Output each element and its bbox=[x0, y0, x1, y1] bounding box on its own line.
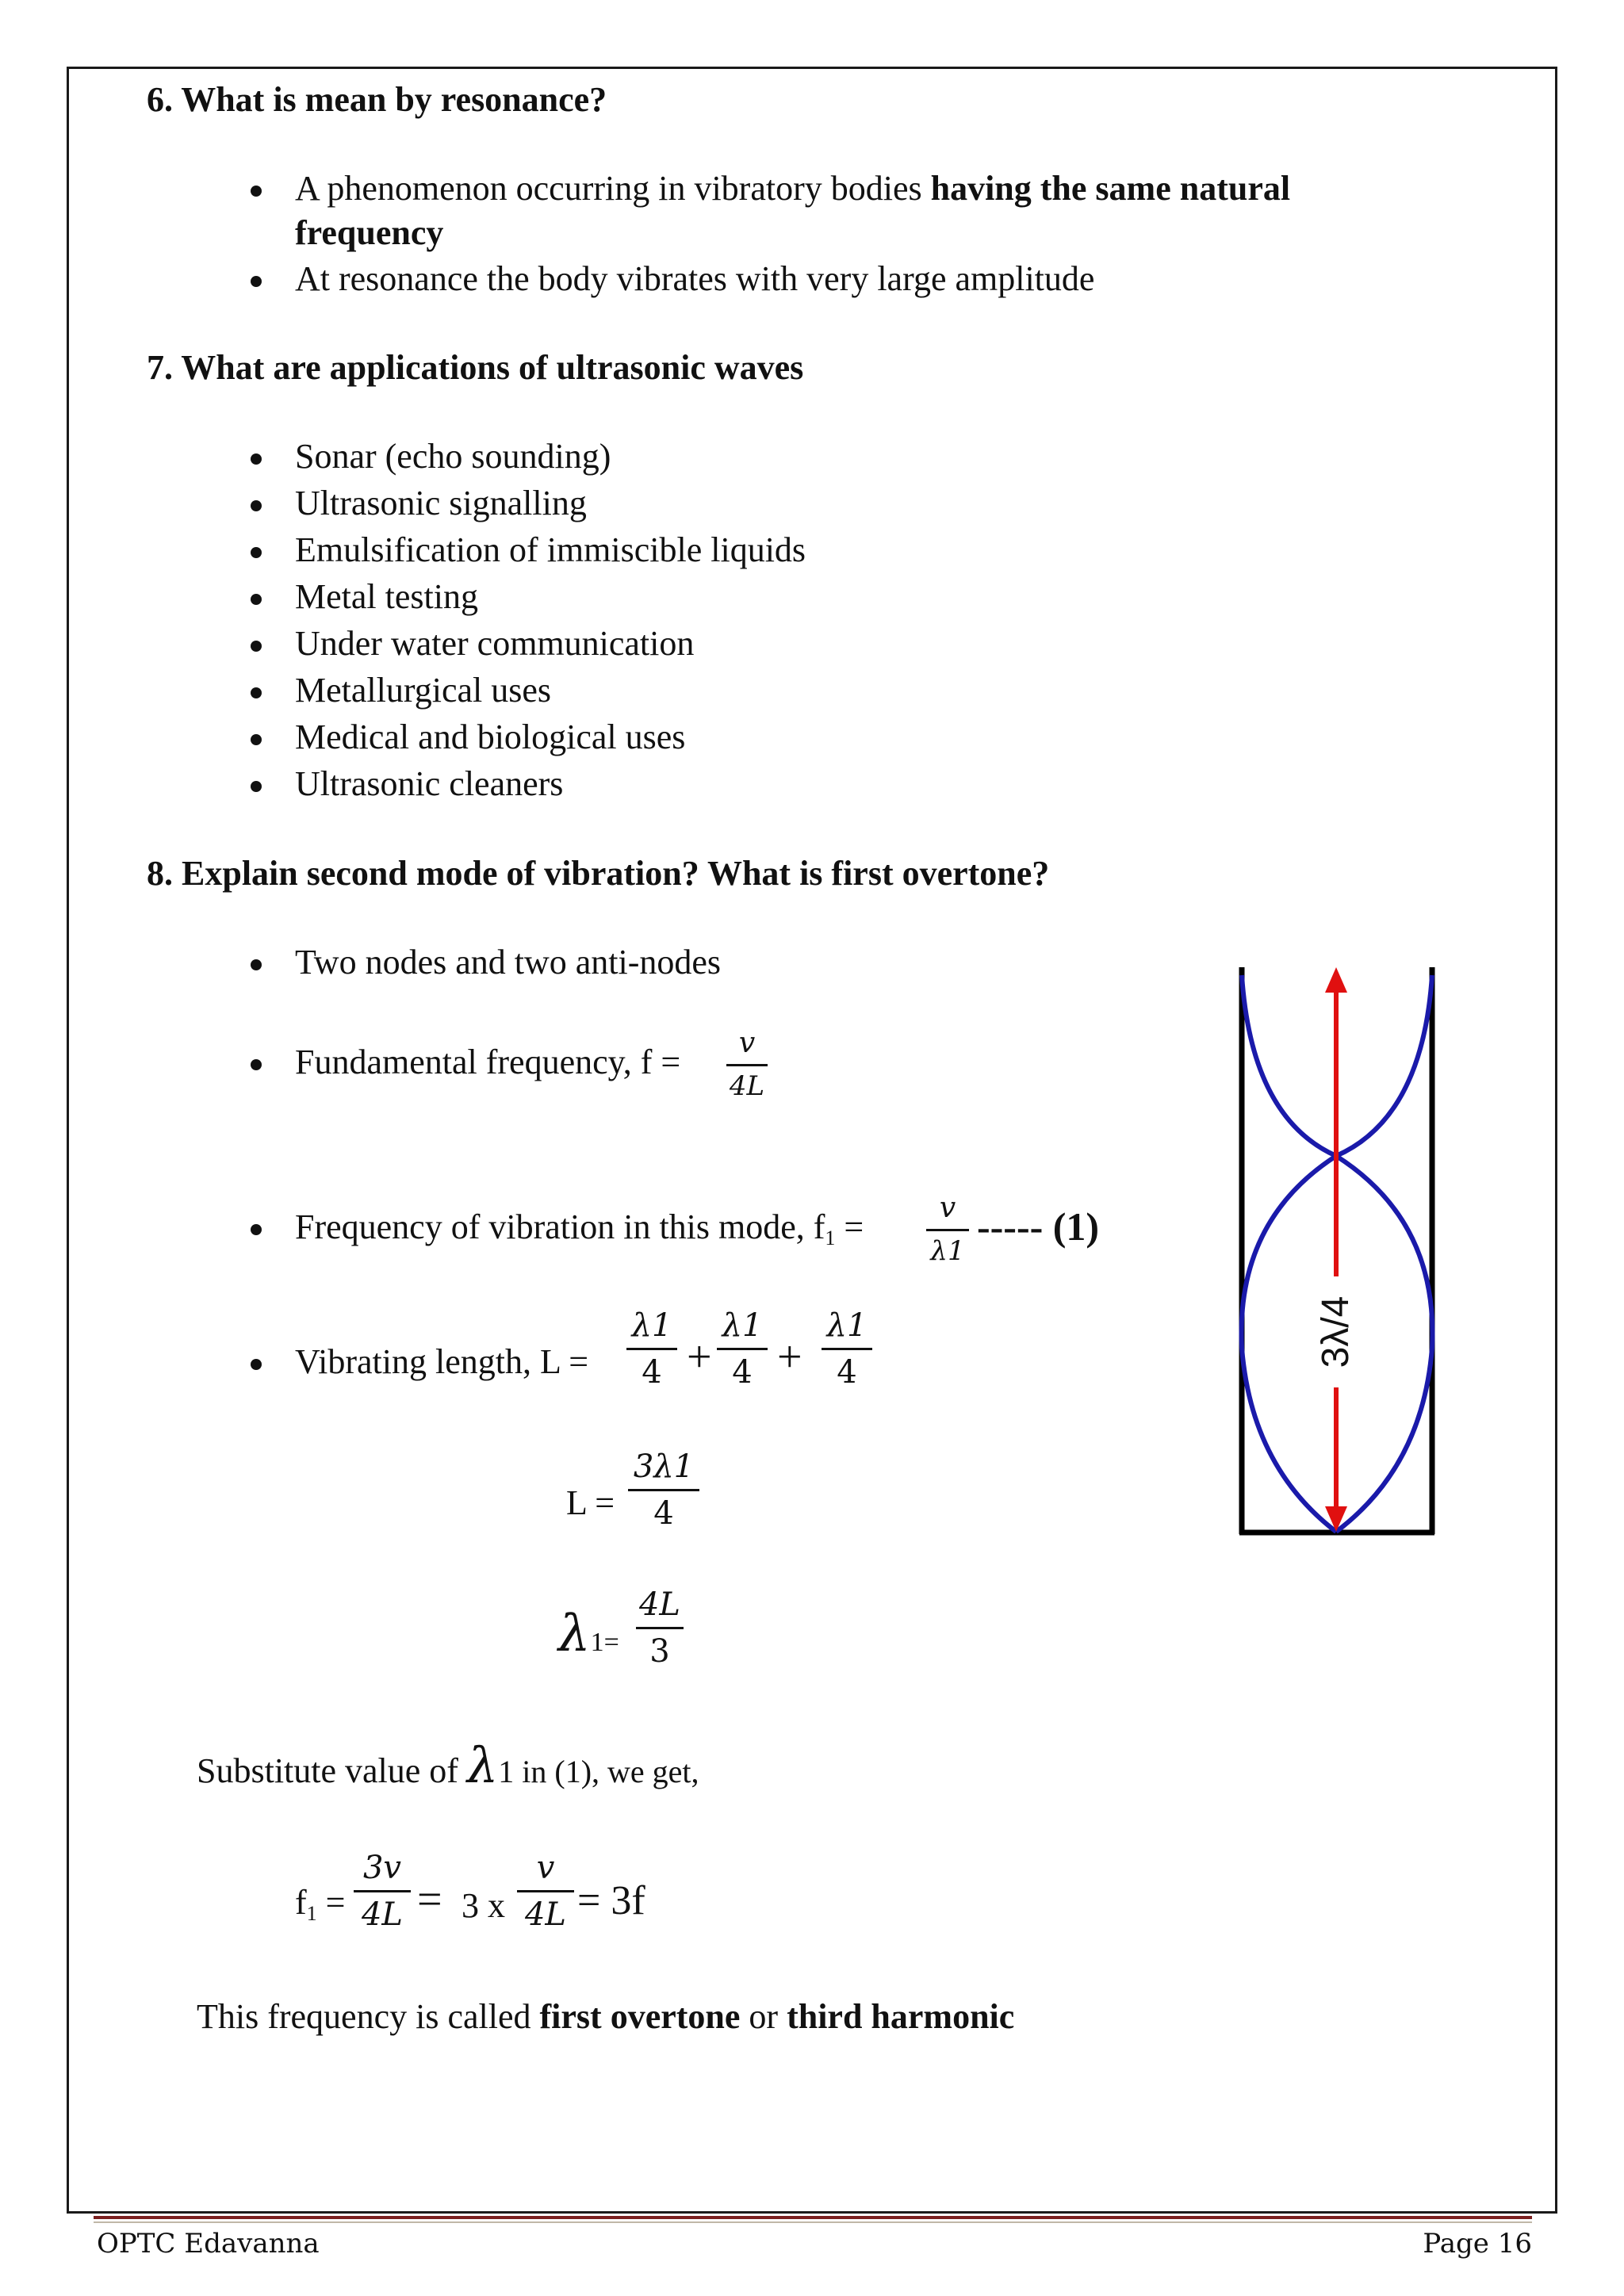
conclusion-line bbox=[197, 1996, 1014, 2037]
bullet-icon bbox=[251, 734, 262, 745]
fraction-3v-over-4L bbox=[354, 1852, 411, 1931]
q7-item: Sonar (echo sounding) bbox=[295, 437, 611, 476]
lambda1-equals bbox=[558, 1605, 619, 1663]
plus-sign: + bbox=[777, 1333, 802, 1382]
fraction-bar bbox=[628, 1489, 699, 1491]
subscript: 1 bbox=[825, 1226, 836, 1249]
fraction-denominator: 3 bbox=[649, 1633, 670, 1670]
wave-segment bbox=[1242, 975, 1336, 1156]
bullet-icon bbox=[251, 1059, 262, 1070]
q6-bullet-2: At resonance the body vibrates with very large amplitude bbox=[295, 259, 1095, 298]
bullet-icon bbox=[251, 687, 262, 698]
f1-equals bbox=[295, 1882, 345, 1926]
q7-item: Emulsification of immiscible liquids bbox=[295, 530, 806, 569]
subscript: 1= bbox=[590, 1628, 619, 1657]
q8-bullet-1: Two nodes and two anti-nodes bbox=[295, 943, 722, 982]
fraction-denominator: 4L bbox=[729, 1070, 765, 1102]
subscript: 1 bbox=[498, 1754, 515, 1789]
L-equals: L = bbox=[566, 1483, 615, 1522]
fraction-numerator: v bbox=[738, 1027, 756, 1059]
fraction-lambda1-over-4 bbox=[822, 1307, 872, 1391]
fraction-v-over-lambda1 bbox=[926, 1194, 969, 1265]
fraction-v-over-4L bbox=[726, 1029, 768, 1100]
bullet-icon bbox=[251, 594, 262, 605]
q8-bullet-2: Fundamental frequency, f = bbox=[295, 1043, 681, 1081]
third-harmonic-term: third harmonic bbox=[787, 1997, 1015, 2036]
q7-item: Ultrasonic cleaners bbox=[295, 764, 564, 803]
lambda-symbol: λ bbox=[558, 1605, 591, 1663]
closed-pipe-diagram bbox=[1228, 959, 1450, 1546]
length-arrow bbox=[1325, 967, 1347, 1532]
fraction-numerator: λ1 bbox=[722, 1307, 763, 1344]
fraction-numerator: 3λ1 bbox=[633, 1448, 695, 1485]
plus-sign: + bbox=[687, 1333, 712, 1382]
q7-item: Metal testing bbox=[295, 577, 478, 616]
equals-sign: = bbox=[835, 1207, 864, 1246]
page-number: Page 16 bbox=[1423, 2228, 1532, 2260]
fraction-bar bbox=[636, 1627, 684, 1629]
q7-item: Under water communication bbox=[295, 624, 695, 663]
f-symbol: f bbox=[295, 1883, 307, 1922]
q8-bullet-3-text: Frequency of vibration in this mode, f bbox=[295, 1207, 825, 1246]
bullet-icon bbox=[251, 276, 262, 287]
fraction-bar bbox=[717, 1348, 768, 1350]
footer-rule bbox=[94, 2216, 1532, 2219]
substitute-text-end: in (1), we get, bbox=[514, 1754, 699, 1789]
fraction-denominator: 4L bbox=[524, 1896, 566, 1933]
bullet-icon bbox=[251, 959, 262, 970]
arrow-head-up-icon bbox=[1325, 967, 1347, 993]
subscript: 1 bbox=[306, 1902, 317, 1925]
bullet-icon bbox=[251, 641, 262, 652]
fraction-denominator: 4 bbox=[653, 1495, 674, 1532]
bullet-icon bbox=[251, 500, 262, 511]
q8-bullet-4: Vibrating length, L = bbox=[295, 1342, 589, 1381]
bullet-icon bbox=[251, 1224, 262, 1235]
fraction-denominator: λ1 bbox=[930, 1235, 965, 1267]
fraction-denominator: 4L bbox=[361, 1896, 403, 1933]
question-7-title: 7. What are applications of ultrasonic waves bbox=[147, 348, 804, 387]
conclusion-text: This frequency is called bbox=[197, 1997, 540, 2036]
fraction-bar bbox=[626, 1348, 677, 1350]
three-times: 3 x bbox=[462, 1886, 505, 1925]
question-6-title: 6. What is mean by resonance? bbox=[147, 80, 607, 119]
result-3f: = 3f bbox=[577, 1878, 645, 1923]
equation-label bbox=[977, 1203, 1099, 1249]
first-overtone-term: first overtone bbox=[539, 1997, 741, 2036]
conclusion-or: or bbox=[740, 1997, 787, 2036]
diagram-label: 3λ/4 bbox=[1315, 1295, 1357, 1368]
footer-left: OPTC Edavanna bbox=[97, 2228, 320, 2260]
q7-item: Metallurgical uses bbox=[295, 671, 551, 710]
bullet-icon bbox=[251, 453, 262, 465]
question-8-title: 8. Explain second mode of vibration? What is first overtone? bbox=[147, 854, 1050, 893]
fraction-lambda1-over-4 bbox=[626, 1307, 677, 1391]
fraction-numerator: 4L bbox=[638, 1586, 680, 1623]
q6-bullet-1 bbox=[295, 168, 1290, 209]
fraction-v-over-4L bbox=[517, 1852, 574, 1931]
q6-bullet-1-bold: having the same natural bbox=[930, 169, 1291, 208]
fraction-numerator: λ1 bbox=[826, 1307, 868, 1344]
fraction-bar bbox=[926, 1229, 969, 1231]
fraction-numerator: v bbox=[536, 1850, 555, 1886]
wave-segment bbox=[1336, 975, 1432, 1156]
fraction-denominator: 4 bbox=[732, 1354, 753, 1391]
fraction-numerator: v bbox=[939, 1192, 956, 1224]
footer-rule-secondary bbox=[94, 2221, 1532, 2223]
substitute-text: Substitute value of bbox=[197, 1751, 467, 1790]
fraction-bar bbox=[822, 1348, 872, 1350]
lambda-symbol: λ bbox=[466, 1736, 499, 1794]
q7-item: Medical and biological uses bbox=[295, 718, 686, 756]
q7-item: Ultrasonic signalling bbox=[295, 484, 587, 522]
q6-bullet-1-line2: frequency bbox=[295, 213, 444, 252]
q6-bullet-1-text: A phenomenon occurring in vibratory bodies bbox=[295, 169, 931, 208]
bullet-icon bbox=[251, 547, 262, 558]
fraction-denominator: 4 bbox=[642, 1354, 662, 1391]
q8-bullet-3 bbox=[295, 1207, 864, 1250]
fraction-bar bbox=[517, 1890, 574, 1892]
equals-sign: = bbox=[417, 1875, 442, 1924]
bullet-icon bbox=[251, 1359, 262, 1370]
bullet-icon bbox=[251, 781, 262, 792]
equation-number: ----- (1) bbox=[977, 1204, 1100, 1249]
fraction-denominator: 4 bbox=[837, 1354, 857, 1391]
fraction-bar bbox=[354, 1890, 411, 1892]
fraction-bar bbox=[726, 1064, 768, 1066]
fraction-4L-over-3 bbox=[636, 1586, 684, 1670]
fraction-numerator: λ1 bbox=[631, 1307, 672, 1344]
bullet-icon bbox=[251, 186, 262, 197]
equals-sign: = bbox=[316, 1883, 346, 1922]
substitute-line bbox=[197, 1736, 699, 1794]
fraction-lambda1-over-4 bbox=[717, 1307, 768, 1391]
fraction-numerator: 3v bbox=[362, 1850, 402, 1886]
fraction-3lambda1-over-4 bbox=[628, 1448, 699, 1532]
